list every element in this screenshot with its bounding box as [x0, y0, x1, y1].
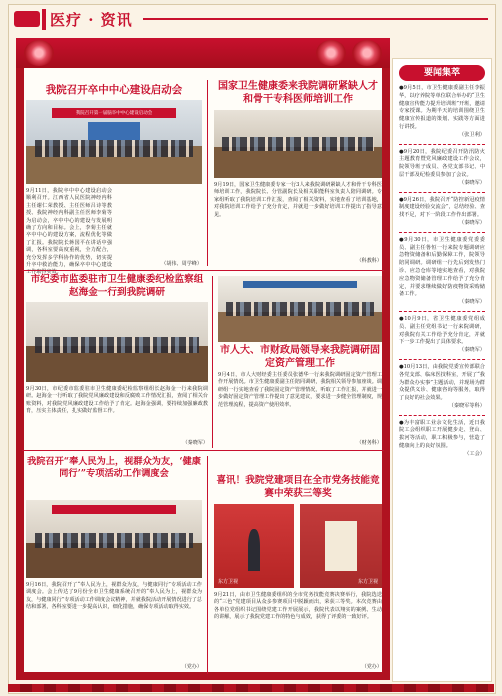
sidebar-divider — [399, 311, 485, 312]
article-2-photo — [214, 110, 382, 178]
article-3-credit: （秦晓军） — [182, 440, 208, 446]
sidebar-item: ●9月26日，我院召开“防控新冠疫情制度建设经验交流会”，总结经验、查找不足，对下一阶段工作作出部署。 （秦晓军） — [399, 196, 485, 226]
section-title: 医疗 · 资讯 — [42, 9, 137, 30]
column-divider — [212, 276, 213, 448]
article-1-photo — [26, 100, 202, 184]
bottom-ornament — [8, 684, 494, 692]
article-4-body: 9月4日，市人大财经委主任委员张德华一行来我院调研固定资产管理工作开展情况。市卫生健康委副主任陪同调研，我院相关领导参加座谈。调研组一行实地查看了我院固定资产管理情况，听取了工作汇报，并就进一步做好固定资产管理工作提出了意见建议，要求进一步健全管理制度，规范管理流程，提高资产使用效率。 — [218, 372, 382, 408]
sidebar-divider — [399, 192, 485, 193]
article-1-credit: （胡伟、周学峰） — [161, 260, 202, 267]
sidebar-item: ●9月5日，市卫生健康委副主任李振华，以疗养院等单位联合举办的“卫生健康宣传能力提升培训班”开班，邀请专家授课。为期半天的培训围绕卫生健康宣传报道的策划、实践等方面进行讲授。 （张卫利） — [399, 85, 485, 138]
article-6-photo-left — [214, 504, 294, 588]
article-3-title: 市纪委市监委驻市卫生健康委纪检监察组赵海金一行到我院调研 — [30, 274, 204, 298]
flower-decoration — [16, 38, 390, 68]
article-3-body: 9月30日，市纪委市监委驻市卫生健康委纪检监察组组长赵海金一行来我院调研。赵海金一行听取了我院党风廉政建设和反腐败工作情况汇报，查阅了相关台账资料，对我院党风廉政建设工作给予了肯定。赵海金强调，要持续加强廉政教育，压实主体责任，扎实做好监督工作。 — [26, 386, 208, 415]
article-5-photo — [26, 500, 202, 578]
article-3-photo — [26, 302, 208, 382]
row-divider — [22, 450, 384, 451]
sidebar-item: ●为丰富职工业余文化生活，近日我院工会组织职工开展健步走、登山、拔河等活动，职工积极参与，营造了健康向上的良好氛围。 （工会） — [399, 419, 485, 457]
article-4-title: 市人大、市财政局领导来我院调研固定资产管理工作 — [220, 345, 380, 369]
sidebar-divider — [399, 359, 485, 360]
sidebar-divider — [399, 144, 485, 145]
sidebar-item: ●10月9日，省卫生健康委党组成员、副主任党组书记一行来院调研，对我院有关工作给予充分肯定，并就下一步工作提出了具体要求。 （秦晓军） — [399, 315, 485, 354]
photo-banner-text: 我院召开第一届脑卒中中心建设启动会 — [75, 111, 153, 117]
sidebar-item: ●9月30日，市卫生健康委党委委员、副主任鲁恒一行来院专题调研应急物资储备和后勤保障工作，院领导陪同调研。调研组一行先后到发热门诊、应急仓库等地实地查看，对我院应急物资储备管理工作给予了充分肯定，并要求继续做好防疫物资采购储备工作。 （秦晓军） — [399, 236, 485, 306]
article-6-credit: （党办） — [361, 664, 382, 670]
article-1-title: 我院召开卒中中心建设启动会 — [45, 84, 183, 96]
article-4-photo — [218, 276, 382, 342]
row-divider — [22, 270, 384, 271]
sidebar-item: ●9月20日，我院纪委召开防汛防火主题教育暨党风廉政建设工作会议，院领导班子成员、各党支部书记、中层干部及纪检委员参加了会议。 （秦晓军） — [399, 148, 485, 186]
article-6-title: 喜讯！我院党建项目在全市党务技能竞赛中荣获三等奖 — [216, 475, 380, 499]
column-divider — [207, 80, 208, 266]
article-5-body: 9月16日，我院召开了“奉人民为上，视群众为友，与健康同行”专项活动工作调度会。会上传达了9月份全市卫生健康系统召开的“奉人民为上，视群众为友，与健康同行”专项活动工作调度会议精神，并就我院活动开展情况进行了总结和部署，各科室要进一步提高认识，细化措施，确保专项活动取得实效。 — [26, 582, 202, 611]
article-2-title: 国家卫生健康委来我院调研紧缺人才和骨干专科医师培训工作 — [218, 81, 378, 105]
article-2-credit: （科教科） — [356, 258, 382, 264]
column-divider — [207, 456, 208, 674]
sidebar-divider — [399, 232, 485, 233]
article-2-body: 9月19日，国家卫生健康委专家一行3人来我院调研紧缺人才和骨干专科医师培训工作，我院院长、分管副院长及相关职能科室负责人陪同调研。专家组听取了我院培训工作汇报，查阅了相关资料，实地查看了培训基地，对我院培训工作给予了充分肯定，并就进一步做好培训工作提出了指导意见。 — [214, 182, 382, 218]
article-1-body: 9月11日，我院卒中中心建设启动会顺利召开。江西省人民医院神经内科主任谢仁荣教授、主任医师吕诗等教授、我院神经内科副主任医师李菊等为启动会，卒中中心的建设与发展明确了方向和目标。会上，李菊主任就卒中中心的建设方案，流程优化等做了汇报。我院院长蒋国平在讲话中强调，各科室要高度重视，全力配合，充分发挥多学科协作的优势，切实提升卒中救治能力，确保卒中中心建设工作取得实效。 — [26, 188, 112, 276]
section-header — [14, 6, 488, 32]
flower-icon — [24, 40, 54, 66]
header-ornament-icon — [14, 11, 40, 27]
article-6-body: 9月21日，由市卫生健康委组织的全市党务技能竞赛决赛举行，我院选送的“三色”党建项目从众多参赛项目中脱颖而出，荣获三等奖。本次竞赛由各单位党组织书记围绕党建工作开展展示，我院代表以翔实的案例、生动的讲解，展示了我院党建工作的特色与成效，获得了评委的一致好评。 — [214, 592, 382, 621]
header-rule — [143, 18, 488, 20]
article-5-title: 我院召开“奉人民为上，视群众为友，‘健康同行’”专项活动工作调度会 — [27, 456, 201, 479]
article-4-credit: （财务科） — [356, 440, 382, 446]
flower-icon — [316, 40, 346, 66]
photo-caption: 东方卫视 — [218, 579, 239, 585]
article-1-body-col2 — [116, 188, 202, 268]
photo-caption: 东方卫视 — [357, 579, 378, 585]
sidebar-divider — [399, 415, 485, 416]
sidebar-item: ●10月13日，由我院党委宣传部联合各党支部、临床医技科室，开展了“我为群众办实事”主题活动，并现场为群众提供义诊、健康咨询等服务，取得了良好的社会效果。 （秦晓军等科） — [399, 363, 485, 409]
news-sidebar — [392, 58, 492, 682]
flower-icon — [352, 40, 382, 66]
article-6-photo-right — [300, 504, 382, 588]
article-5-credit: （党办） — [181, 664, 202, 670]
sidebar-title: 要闻集萃 — [399, 65, 485, 81]
